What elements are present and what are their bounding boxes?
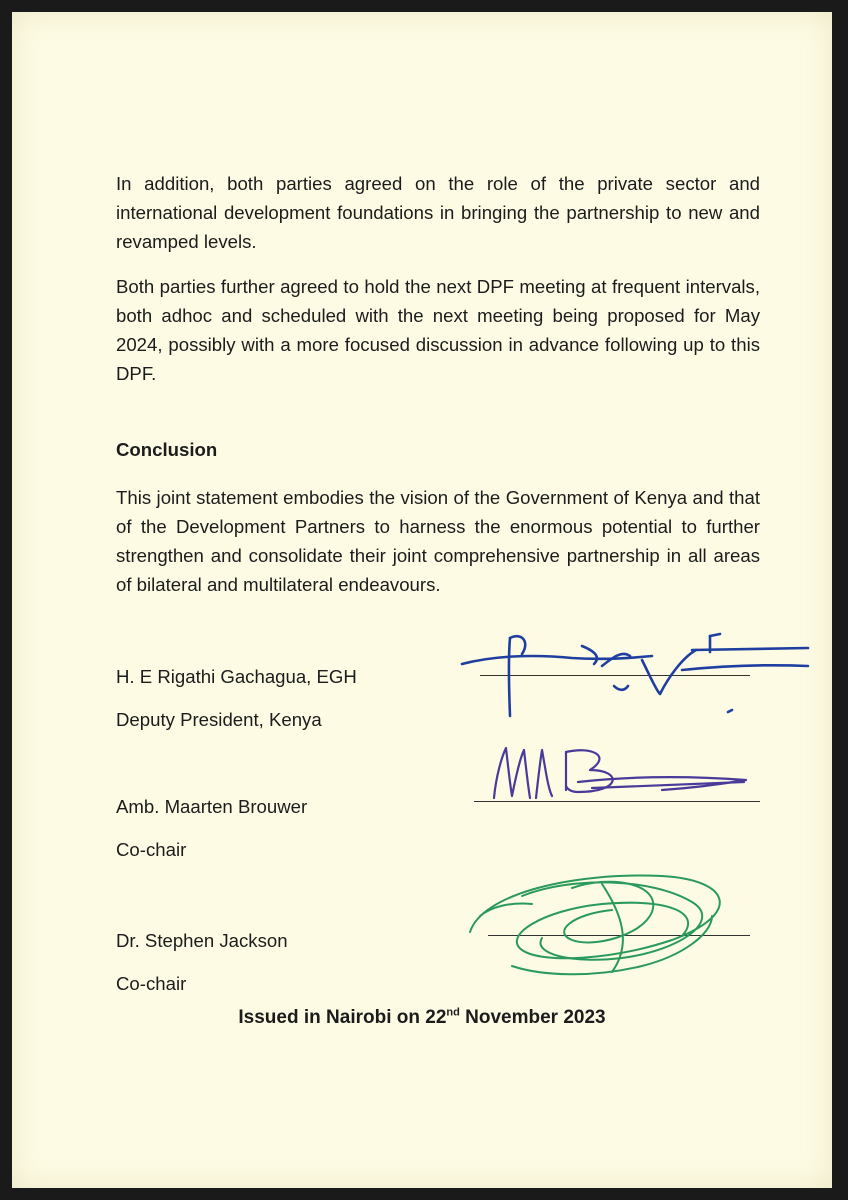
signatory-3-name: Dr. Stephen Jackson xyxy=(116,930,288,951)
paragraph-private-sector: In addition, both parties agreed on the role of the private sector and international development foundations in bringing the partnership to new and revamped levels. xyxy=(116,173,760,252)
signatory-3-title: Co-chair xyxy=(116,973,187,994)
conclusion-heading: Conclusion xyxy=(116,439,218,460)
paragraph-next-meeting: Both parties further agreed to hold the next DPF meeting at frequent intervals, both adhoc and scheduled with the next meeting being proposed for May 2024, possibly with a more focused discussion in advance following up to this DPF. xyxy=(116,276,760,384)
signature-2 xyxy=(482,736,772,810)
signature-1 xyxy=(452,620,812,724)
issued-suffix: November 2023 xyxy=(459,1007,606,1028)
signatory-1-title: Deputy President, Kenya xyxy=(116,709,322,730)
issued-prefix: Issued in Nairobi on 22 xyxy=(238,1007,447,1028)
conclusion-text: This joint statement embodies the vision of the Government of Kenya and that of the Development Partners to harness the enormous potential to further strengthen and consolidate their joint comprehensive partnership in all areas of bilateral and multilateral endeavours. xyxy=(116,487,760,595)
signature-3 xyxy=(452,854,752,984)
signatory-2-name: Amb. Maarten Brouwer xyxy=(116,796,308,817)
document-page xyxy=(12,12,832,1188)
issued-superscript: nd xyxy=(446,1006,460,1019)
issued-statement xyxy=(12,1007,832,1029)
signatory-1-name: H. E Rigathi Gachagua, EGH xyxy=(116,666,357,687)
signatory-2-title: Co-chair xyxy=(116,839,187,860)
